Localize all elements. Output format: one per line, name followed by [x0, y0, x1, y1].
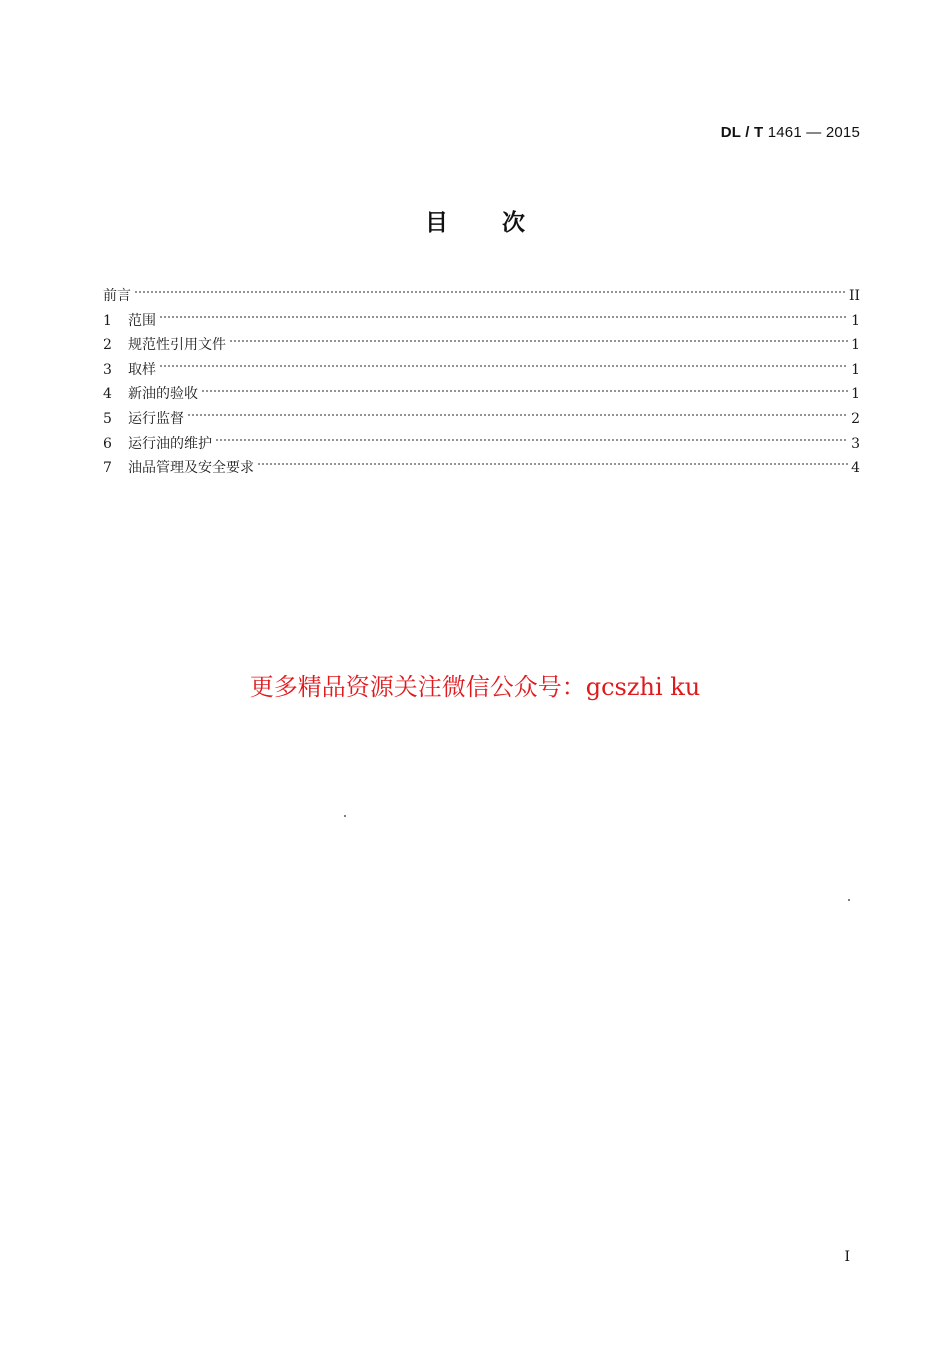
toc-page-number: 1	[851, 312, 860, 329]
toc-page-number: 4	[851, 460, 860, 477]
toc-label: 运行油的维护	[128, 435, 212, 452]
standard-code-number: 1461 — 2015	[767, 124, 860, 141]
scan-speck	[344, 815, 346, 817]
toc-section-number: 3	[103, 361, 112, 378]
toc-leader-dots	[201, 390, 848, 392]
toc-label: 取样	[128, 361, 156, 378]
toc-label: 规范性引用文件	[128, 337, 226, 354]
toc-page-number: 1	[851, 337, 860, 354]
toc-label: 运行监督	[128, 410, 184, 427]
toc-label: 新油的验收	[128, 386, 198, 403]
toc-row-1[interactable]	[103, 309, 860, 334]
toc-page-number: 3	[851, 435, 860, 452]
toc-row-2[interactable]	[103, 333, 860, 358]
page-title	[0, 204, 950, 237]
toc-label: 油品管理及安全要求	[128, 460, 254, 477]
table-of-contents	[103, 284, 860, 481]
toc-section-number: 6	[103, 435, 112, 452]
toc-label: 前言	[103, 288, 131, 304]
page-title-char-2: 次	[502, 210, 525, 236]
toc-page-number: 2	[851, 410, 860, 427]
toc-leader-dots	[229, 340, 848, 342]
toc-row-5[interactable]	[103, 407, 860, 432]
toc-section-number: 2	[103, 337, 112, 354]
toc-label: 范围	[128, 312, 156, 329]
toc-section-number: 1	[103, 312, 112, 329]
toc-leader-dots	[215, 439, 848, 441]
toc-leader-dots	[159, 365, 848, 367]
standard-code-prefix: DL / T	[720, 124, 764, 141]
scan-speck	[848, 899, 850, 901]
standard-code	[721, 124, 860, 141]
toc-leader-dots	[187, 414, 848, 416]
toc-row-foreword[interactable]	[103, 284, 860, 309]
toc-section-number: 4	[103, 386, 112, 403]
page-title-char-1: 目	[425, 210, 448, 236]
toc-row-7[interactable]	[103, 456, 860, 481]
toc-row-3[interactable]	[103, 358, 860, 383]
toc-page-number: 1	[851, 361, 860, 378]
toc-row-6[interactable]	[103, 432, 860, 457]
promo-watermark-text: 更多精品资源关注微信公众号：gcszhi ku	[249, 673, 701, 701]
toc-leader-dots	[159, 316, 848, 318]
footer-page-number: I	[844, 1249, 850, 1265]
toc-page-number: II	[848, 288, 860, 304]
toc-section-number: 5	[103, 410, 112, 427]
toc-section-number: 7	[103, 460, 112, 477]
toc-leader-dots	[257, 463, 848, 465]
toc-leader-dots	[134, 291, 846, 293]
toc-row-4[interactable]	[103, 382, 860, 407]
toc-page-number: 1	[851, 386, 860, 403]
